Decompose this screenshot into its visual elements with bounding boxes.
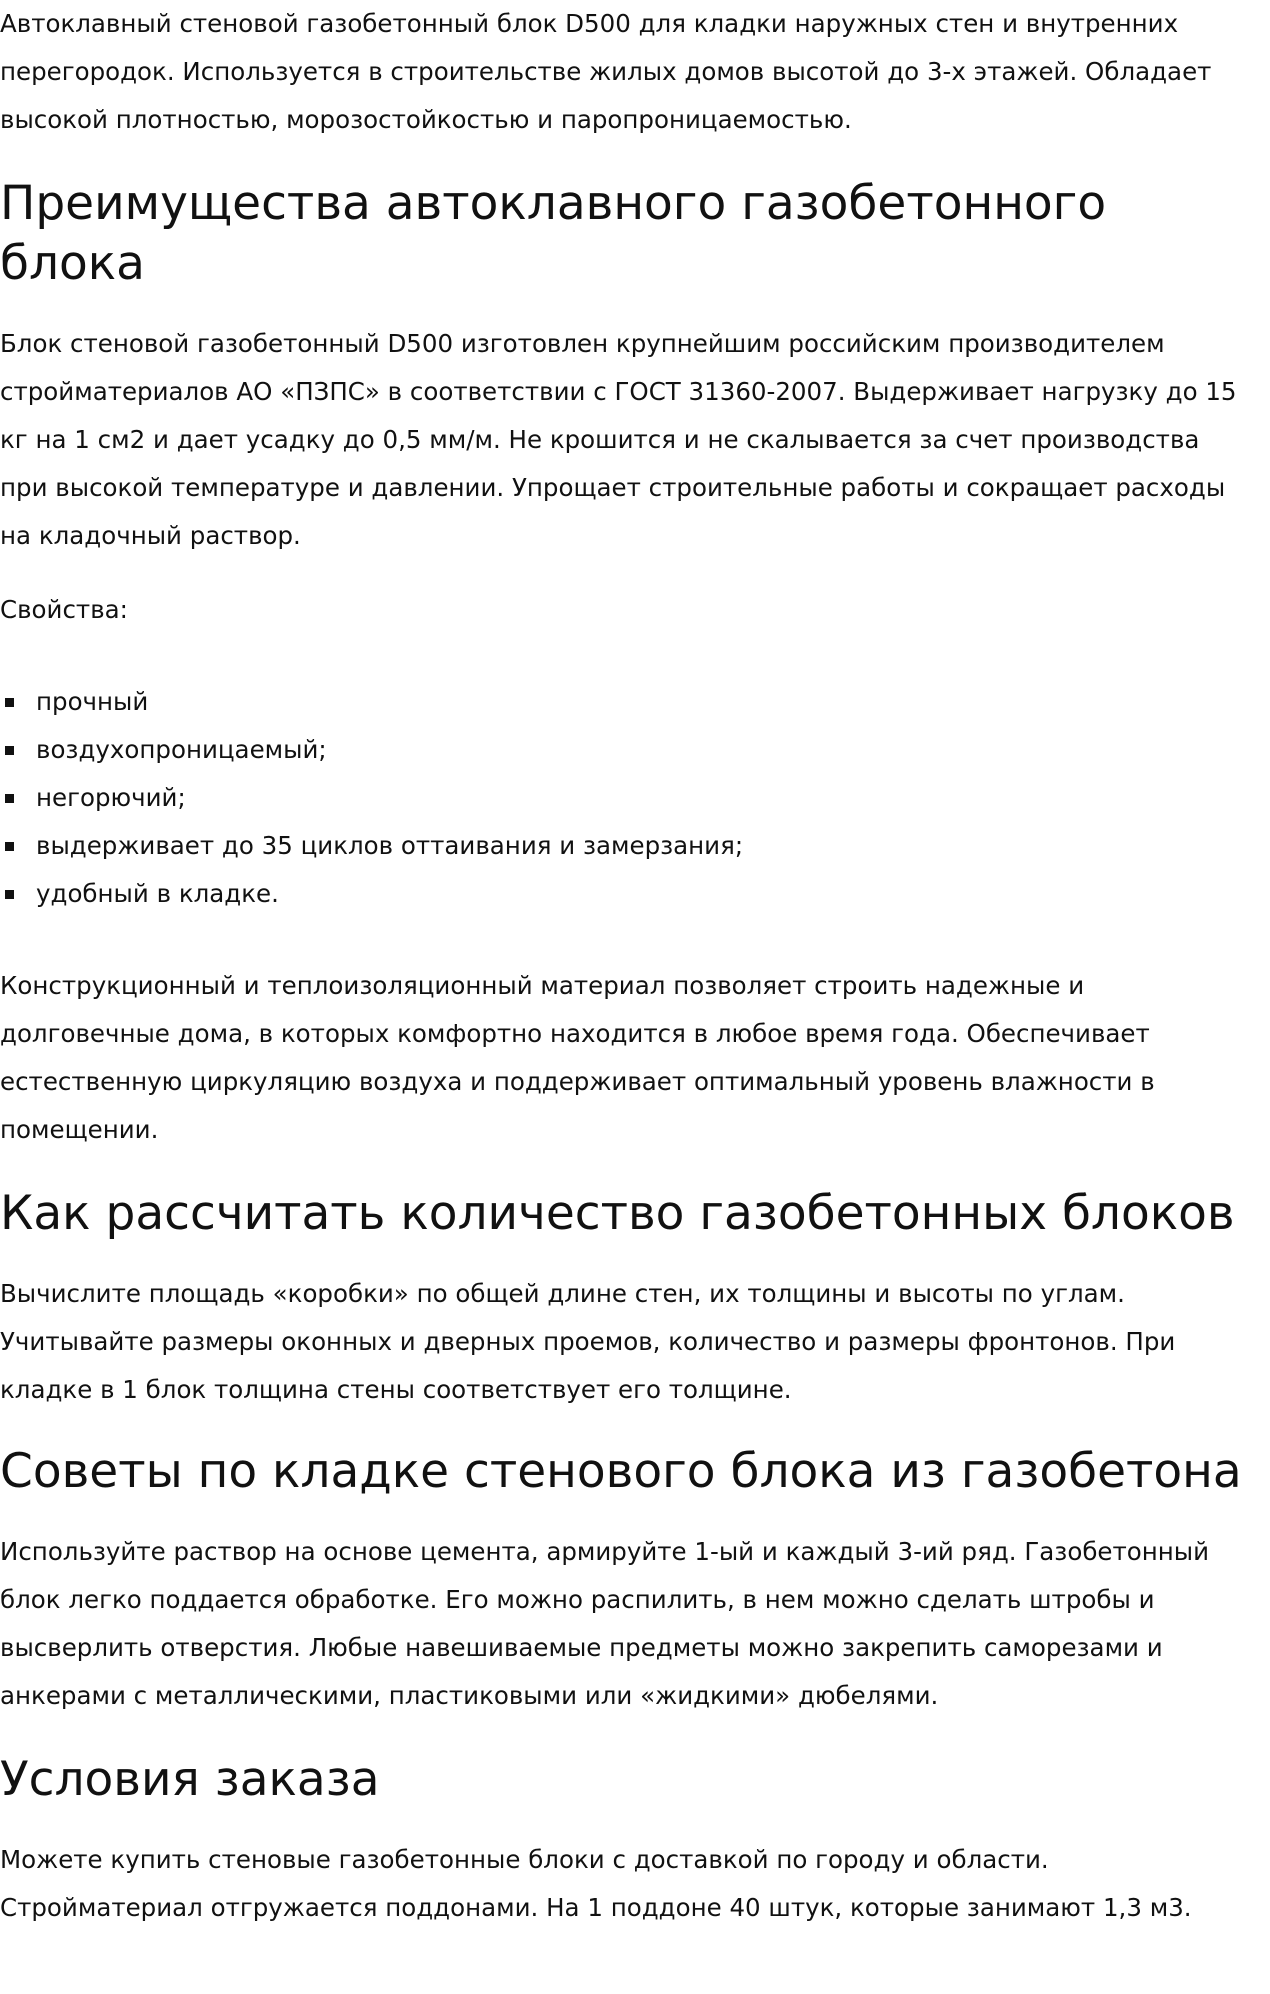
list-item [0, 822, 1250, 870]
list-item [0, 774, 1250, 822]
order-heading: Условия заказа [0, 1752, 380, 1807]
intro-paragraph: Автоклавный стеновой газобетонный блок D500 для кладки наружных стен и внутренних перегородок. Используется в строительстве жилых домов высотой до 3-х этажей. Обладает высокой плотностью, морозостойкостью и паропроницаемостью. [0, 9, 1212, 134]
square-bullet-icon [5, 746, 14, 755]
list-item-text: удобный в кладке. [36, 879, 279, 908]
list-item [0, 678, 1250, 726]
advantages-heading: Преимущества автоклавного газобетонного блока [0, 176, 1107, 291]
list-item-text: воздухопроницаемый; [36, 735, 327, 764]
square-bullet-icon [5, 842, 14, 851]
advantages-paragraph: Блок стеновой газобетонный D500 изготовлен крупнейшим российским производителем стройматериалов АО «ПЗПС» в соответствии с ГОСТ 31360-2007. Выдерживает нагрузку до 15 кг на 1 см2 и дает усадку до 0,5 мм/м. Не крошится и не скалывается за счет производства при высокой температуре и давлении. Упрощает строительные работы и сокращает расходы на кладочный раствор. [0, 329, 1237, 550]
list-item-text: выдерживает до 35 циклов оттаивания и замерзания; [36, 831, 744, 860]
properties-label: Свойства: [0, 595, 128, 624]
square-bullet-icon [5, 794, 14, 803]
calculation-heading: Как рассчитать количество газобетонных блоков [0, 1186, 1235, 1241]
order-paragraph: Можете купить стеновые газобетонные блоки с доставкой по городу и области. Стройматериал отгружается поддонами. На 1 поддоне 40 штук, которые занимают 1,3 м3. [0, 1845, 1192, 1922]
calculation-paragraph: Вычислите площадь «коробки» по общей длине стен, их толщины и высоты по углам. Учитывайте размеры оконных и дверных проемов, количество и размеры фронтонов. При кладке в 1 блок толщина стены соответствует его толщине. [0, 1279, 1176, 1404]
list-item [0, 726, 1250, 774]
list-item-text: прочный [36, 687, 149, 716]
square-bullet-icon [5, 698, 14, 707]
tips-heading: Советы по кладке стенового блока из газобетона [0, 1444, 1242, 1499]
list-item-text: негорючий; [36, 783, 186, 812]
construction-paragraph: Конструкционный и теплоизоляционный материал позволяет строить надежные и долговечные дома, в которых комфортно находится в любое время года. Обеспечивает естественную циркуляцию воздуха и поддерживает оптимальный уровень влажности в помещении. [0, 971, 1155, 1144]
square-bullet-icon [5, 890, 14, 899]
properties-list [0, 678, 1250, 918]
list-item [0, 870, 1250, 918]
tips-paragraph: Используйте раствор на основе цемента, армируйте 1-ый и каждый 3-ий ряд. Газобетонный блок легко поддается обработке. Его можно распилить, в нем можно сделать штробы и высверлить отверстия. Любые навешиваемые предметы можно закрепить саморезами и анкерами с металлическими, пластиковыми или «жидкими» дюбелями. [0, 1537, 1210, 1710]
